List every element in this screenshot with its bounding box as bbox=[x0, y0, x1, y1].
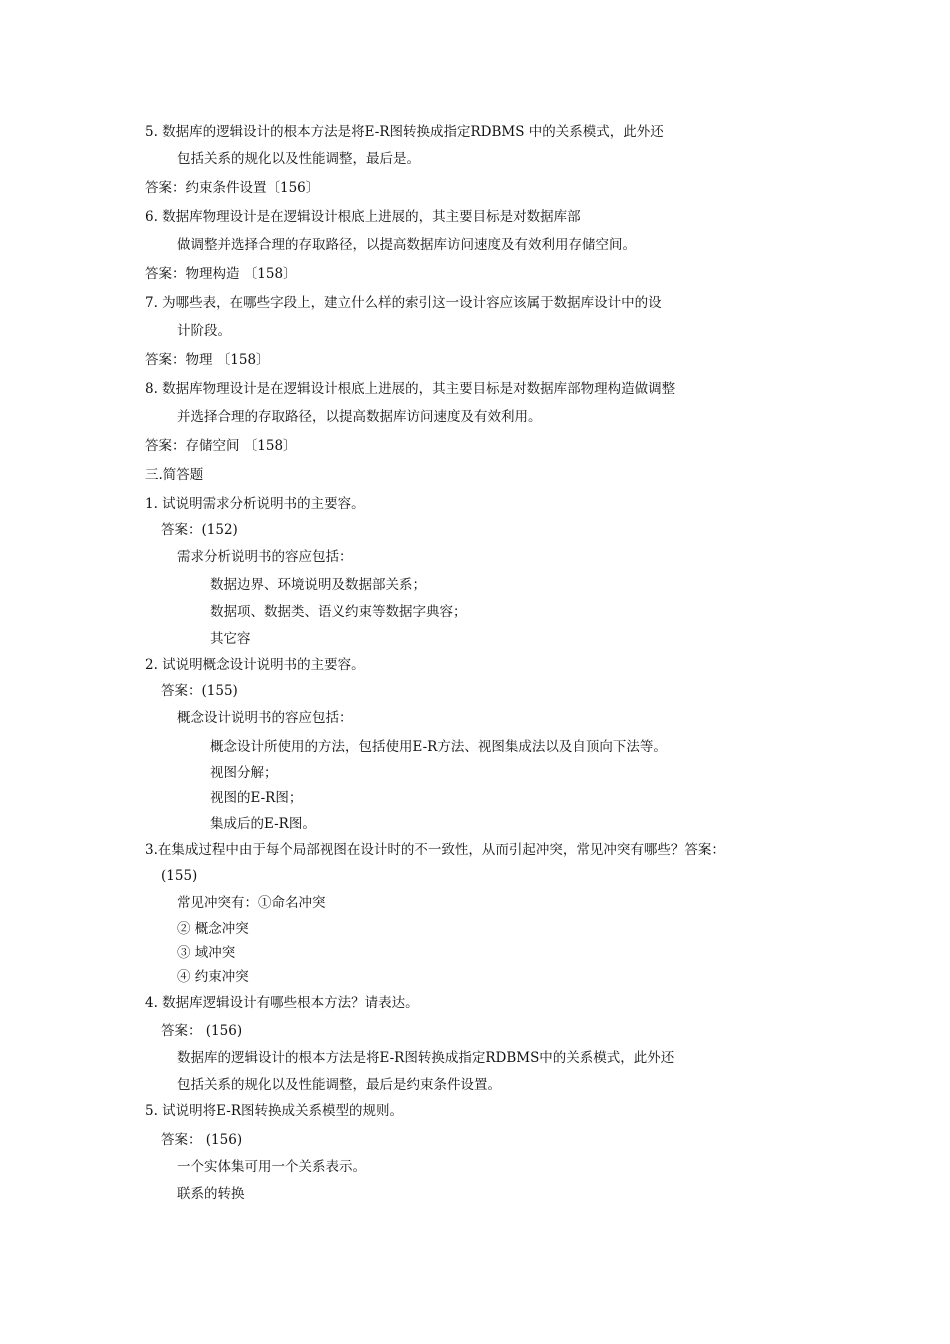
q3-item: ③ 域冲突 bbox=[177, 945, 236, 961]
q2-question: 2. 试说明概念设计说明书的主要容。 bbox=[145, 657, 365, 673]
fill-in-6-line2: 做调整并选择合理的存取路径，以提高数据库访问速度及有效利用存储空间。 bbox=[177, 237, 636, 253]
fill-in-8-answer: 答案：存储空间 〔158〕 bbox=[145, 438, 297, 454]
fill-in-5-answer: 答案：约束条件设置〔156〕 bbox=[145, 180, 320, 196]
q1-answer: 答案：(152) bbox=[161, 522, 238, 538]
q1-item: 数据边界、环境说明及数据部关系； bbox=[210, 577, 426, 593]
fill-in-7-answer: 答案：物理 〔158〕 bbox=[145, 352, 270, 368]
fill-in-7-line2: 计阶段。 bbox=[177, 323, 231, 339]
q1-item: 其它容 bbox=[210, 631, 251, 647]
fill-in-5-line1: 5. 数据库的逻辑设计的根本方法是将E-R图转换成指定RDBMS 中的关系模式，此外还 bbox=[145, 124, 664, 140]
q1-question: 1. 试说明需求分析说明书的主要容。 bbox=[145, 496, 365, 512]
q1-item: 数据项、数据类、语义约束等数据字典容； bbox=[210, 604, 467, 620]
q4-line1: 数据库的逻辑设计的根本方法是将E-R图转换成指定RDBMS中的关系模式，此外还 bbox=[177, 1050, 675, 1066]
q5-question: 5. 试说明将E-R图转换成关系模型的规则。 bbox=[145, 1103, 404, 1119]
q4-answer: 答案： (156) bbox=[161, 1023, 243, 1039]
fill-in-6-line1: 6. 数据库物理设计是在逻辑设计根底上进展的，其主要目标是对数据库部 bbox=[145, 209, 581, 225]
q4-line2: 包括关系的规化以及性能调整，最后是约束条件设置。 bbox=[177, 1077, 501, 1093]
q5-answer: 答案： (156) bbox=[161, 1132, 243, 1148]
q3-item: ② 概念冲突 bbox=[177, 921, 249, 937]
q2-item: 集成后的E-R图。 bbox=[210, 816, 316, 832]
q1-intro: 需求分析说明书的容应包括： bbox=[177, 549, 353, 565]
section-heading: 三.简答题 bbox=[145, 467, 204, 483]
q2-item: 视图分解； bbox=[210, 765, 278, 781]
q4-question: 4. 数据库逻辑设计有哪些根本方法？请表达。 bbox=[145, 995, 419, 1011]
fill-in-6-answer: 答案：物理构造 〔158〕 bbox=[145, 266, 297, 282]
q2-item: 概念设计所使用的方法，包括使用E-R方法、视图集成法以及自顶向下法等。 bbox=[210, 739, 667, 755]
q5-item: 一个实体集可用一个关系表示。 bbox=[177, 1159, 366, 1175]
q2-intro: 概念设计说明书的容应包括： bbox=[177, 710, 353, 726]
q3-question: 3.在集成过程中由于每个局部视图在设计时的不一致性，从而引起冲突，常见冲突有哪些？答案： bbox=[145, 842, 725, 858]
fill-in-7-line1: 7. 为哪些表，在哪些字段上，建立什么样的索引这一设计容应该属于数据库设计中的设 bbox=[145, 295, 662, 311]
fill-in-8-line1: 8. 数据库物理设计是在逻辑设计根底上进展的，其主要目标是对数据库部物理构造做调整 bbox=[145, 381, 676, 397]
q3-answer: (155) bbox=[161, 868, 198, 884]
fill-in-5-line2: 包括关系的规化以及性能调整，最后是。 bbox=[177, 151, 420, 167]
fill-in-8-line2: 并选择合理的存取路径，以提高数据库访问速度及有效利用。 bbox=[177, 409, 542, 425]
q5-item: 联系的转换 bbox=[177, 1186, 245, 1202]
q3-item: ④ 约束冲突 bbox=[177, 969, 249, 985]
q3-intro: 常见冲突有：①命名冲突 bbox=[177, 895, 326, 911]
q2-answer: 答案：(155) bbox=[161, 683, 238, 699]
q2-item: 视图的E-R图； bbox=[210, 790, 303, 806]
